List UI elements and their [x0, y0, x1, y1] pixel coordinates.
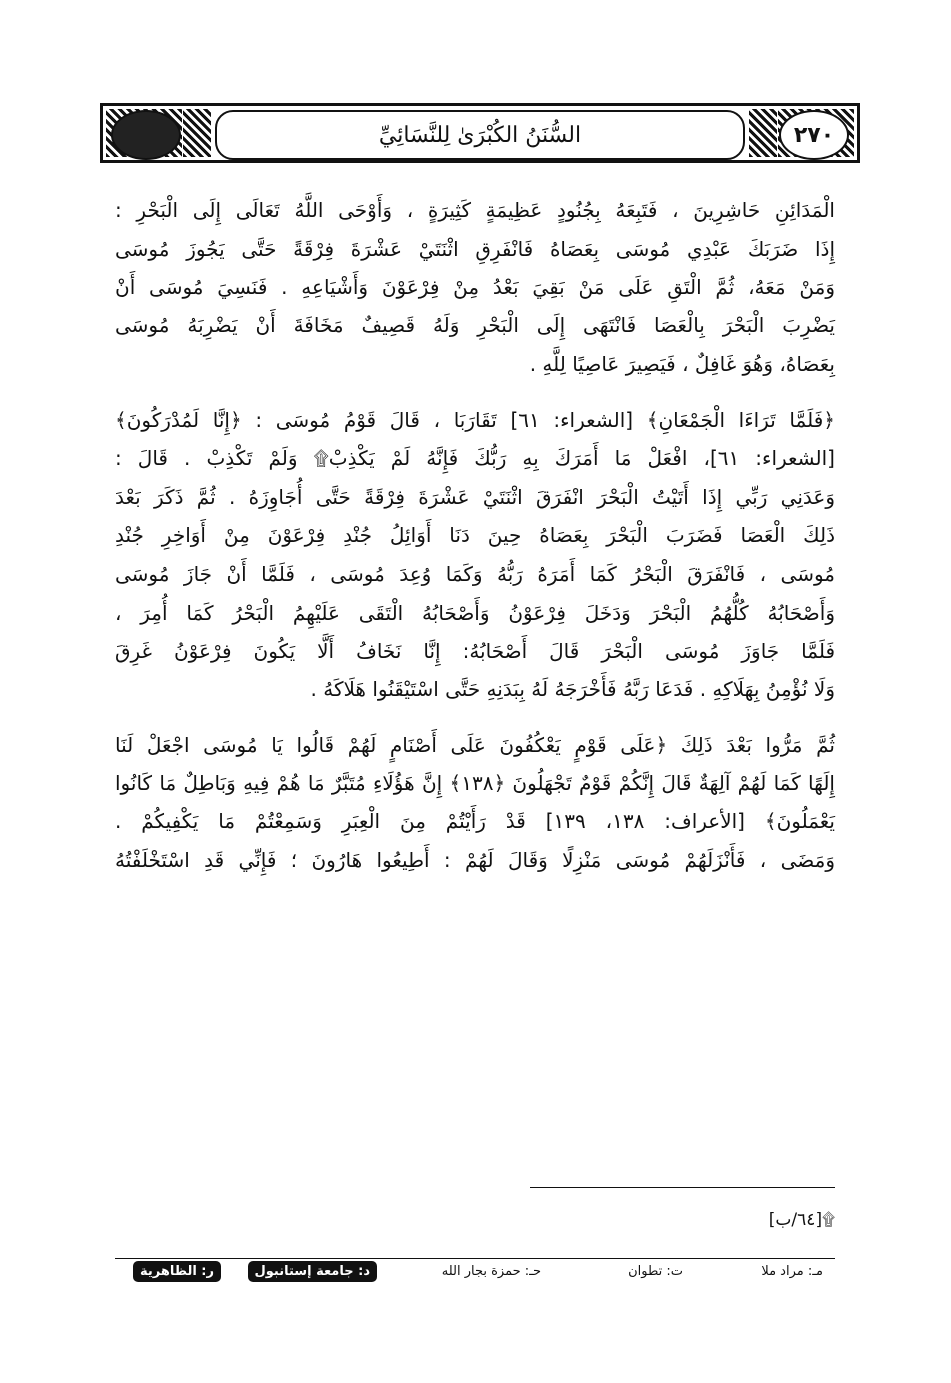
footer-source-m: مـ: مراد ملا	[761, 1264, 823, 1279]
text-line: الْمَدَائِنِ حَاشِرِينَ ، فَتَبِعَهُ بِجُنُودٍ عَظِيمَةٍ كَثِيرَةٍ ، وَأَوْحَى اللَّهُ تَعَالَى إِلَى الْبَحْرِ :	[115, 198, 835, 222]
footnote-divider	[530, 1187, 835, 1188]
text-line: مُوسَى ، فَانْفَرَقَ الْبَحْرُ كَمَا أَمَرَهُ رَبُّهُ وَكَمَا وُعِدَ مُوسَى ، فَلَمَّا أَنْ جَازَ مُوسَى	[115, 562, 835, 586]
page-number: ٢٧٠	[779, 110, 849, 160]
text-line: وَعَدَنِي رَبِّي إِذَا أَتَيْتُ الْبَحْرَ انْفَرَقَ اثْنَتَيْ عَشْرَةَ فِرْقَةً حَتَّى أُجَاوِزَهُ . ثُمَّ ذَكَرَ بَعْدَ	[115, 485, 835, 509]
text-line: وَلَا نُؤْمِنُ بِهَلَاكِهِ . فَدَعَا رَبَّهُ فَأَخْرَجَهُ لَهُ بِبَدَنِهِ حَتَّى اسْتَيْقَنُوا هَلَاكَهُ .	[310, 677, 835, 701]
text-line: وَأَصْحَابُهُ كُلُّهُمُ الْبَحْرَ وَدَخَلَ فِرْعَوْنُ وَأَصْحَابُهُ الْتَقَى عَلَيْهِمُ الْبَحْرُ كَمَا أُمِرَ ،	[115, 601, 835, 625]
page-header-frame	[100, 103, 860, 163]
footer-source-t: ت: تطوان	[628, 1264, 683, 1279]
text-line: فَلَمَّا جَاوَزَ مُوسَى الْبَحْرَ قَالَ أَصْحَابُهُ: إِنَّا نَخَافُ أَلَّا يَكُونَ فِرْعَوْنُ غَرِقَ	[115, 639, 835, 663]
footer-badge-d: د: جامعة إستانبول	[248, 1261, 378, 1282]
footer-divider	[115, 1258, 835, 1259]
text-line: يَضْرِبَ الْبَحْرَ بِالْعَصَا فَانْتَهَى إِلَى الْبَحْرِ وَلَهُ قَصِيفٌ مَخَافَةَ أَنْ يَضْرِبَهُ مُوسَى	[115, 313, 835, 337]
text-line: يَعْمَلُونَ﴾ [الأعراف: ١٣٨، ١٣٩] قَدْ رَأَيْتُمْ مِنَ الْعِبَرِ وَسَمِعْتُمْ مَا يَكْفِيكُمْ .	[115, 809, 835, 833]
footnote: ۩[٦٤/ب]	[768, 1210, 835, 1230]
book-title: السُّنَنُ الكُبْرَىٰ لِلنَّسَائِيِّ	[215, 110, 745, 160]
text-line: بِعَصَاهُ، وَهُوَ غَافِلٌ ، فَيَصِيرَ عَاصِيًا لِلَّهِ .	[529, 352, 835, 376]
text-line: ذَلِكَ الْعَصَا فَضَرَبَ الْبَحْرَ بِعَصَاهُ حِينَ دَنَا أَوَائِلُ جُنْدِ فِرْعَوْنَ مِنْ أَوَاخِرِ جُنْدِ	[115, 523, 835, 547]
ornament-decoration	[749, 109, 777, 157]
footer-badge-r: ر: الظاهرية	[133, 1261, 221, 1282]
text-line: [الشعراء: ٦١]، افْعَلْ مَا أَمَرَكَ بِهِ رَبُّكَ فَإِنَّهُ لَمْ يَكْذِبْ۩ وَلَمْ تَكْذِبْ . قَالَ :	[115, 446, 835, 470]
text-line: إِلَهًا كَمَا لَهُمْ آلِهَةٌ قَالَ إِنَّكُمْ قَوْمٌ تَجْهَلُونَ ﴿١٣٨﴾ إِنَّ هَؤُلَاءِ مُتَبَّرٌ مَا هُمْ فِيهِ وَبَاطِلٌ مَا كَانُوا	[115, 771, 835, 795]
footer-source-h: حـ: حمزة بجار الله	[441, 1264, 541, 1279]
text-line: إِذَا ضَرَبَكَ عَبْدِي مُوسَى بِعَصَاهُ فَانْفَرِقِ اثْنَتَيْ عَشْرَةَ فِرْقَةً حَتَّى يَجُوزَ مُوسَى	[115, 237, 835, 261]
ornament-decoration	[183, 109, 211, 157]
text-line: وَمَضَى ، فَأَنْزَلَهُمْ مُوسَى مَنْزِلًا وَقَالَ لَهُمْ : أَطِيعُوا هَارُونَ ؛ فَإِنِّي قَدِ اسْتَخْلَفْتُهُ	[115, 848, 835, 872]
text-line: ثُمَّ مَرُّوا بَعْدَ ذَلِكَ ﴿عَلَى قَوْمٍ يَعْكُفُونَ عَلَى أَصْنَامٍ لَهُمْ قَالُوا يَا مُوسَى اجْعَلْ لَنَا	[115, 733, 835, 757]
book-logo-medallion	[111, 110, 181, 160]
text-line: ﴿فَلَمَّا تَرَاءَا الْجَمْعَانِ﴾ [الشعراء: ٦١] تَقَارَبَا ، قَالَ قَوْمُ مُوسَى : ﴿إِنَّا لَمُدْرَكُونَ﴾	[115, 408, 835, 432]
text-line: وَمَنْ مَعَهُ، ثُمَّ الْتَقِ عَلَى مَنْ بَقِيَ بَعْدُ مِنْ فِرْعَوْنَ وَأَشْيَاعِهِ . فَنَسِيَ مُوسَى أَنْ	[115, 275, 835, 299]
